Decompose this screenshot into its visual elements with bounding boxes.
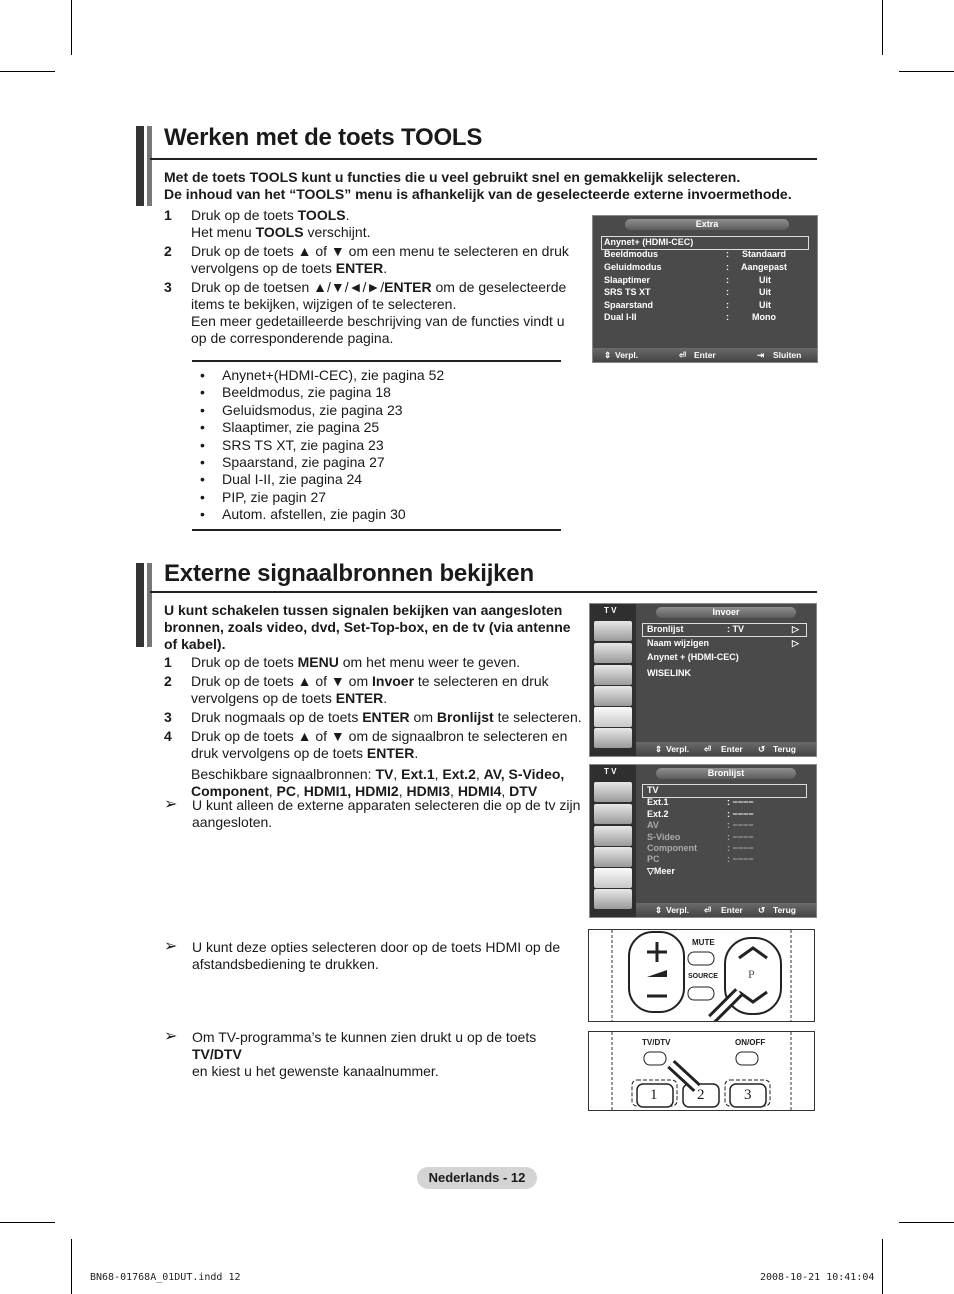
osd-selected-label: Anynet+ (HDMI-CEC) (604, 237, 694, 247)
step-text: Druk op de toets TOOLS. Het menu TOOLS verschijnt. (191, 207, 371, 240)
return-icon: ↺ (758, 744, 766, 754)
footer-back-label: Terug (773, 744, 796, 754)
sound-icon (594, 804, 632, 824)
step-item (164, 709, 584, 726)
osd-row-value: : −−−− (727, 797, 754, 807)
setup-icon (594, 686, 632, 706)
list-item: • Beeldmodus, zie pagina 18 (200, 384, 391, 401)
crop-mark (899, 71, 954, 72)
crop-mark (0, 71, 55, 72)
footer-enter-label: Enter (721, 744, 743, 754)
enter-icon: ⏎ (704, 905, 712, 915)
intro-line: De inhoud van het “TOOLS” menu is afhankelijk van de geselecteerde externe invoermethode. (164, 186, 792, 202)
step-item (164, 243, 574, 277)
list-rule-top (192, 360, 561, 362)
osd-row-label: Ext.2 (647, 809, 669, 819)
step-text: Druk op de toets MENU om het menu weer te geven. (191, 654, 521, 670)
step-item (164, 279, 574, 347)
osd-row-label: Naam wijzigen (647, 638, 710, 648)
osd-row-value: Uit (759, 300, 771, 310)
osd-row-label: TV (647, 785, 659, 795)
picture-icon (594, 782, 632, 802)
osd-footer (636, 742, 816, 756)
page-number-badge: Nederlands - 12 (417, 1167, 537, 1189)
chevron-right-icon: ▷ (792, 624, 799, 634)
osd-row-value: : −−−− (727, 820, 754, 830)
footer-move-label: Verpl. (666, 905, 690, 915)
source-label: SOURCE (688, 973, 718, 980)
mute-label: MUTE (692, 938, 715, 947)
step-item (164, 207, 574, 241)
footer-move-label: Verpl. (615, 350, 639, 360)
osd-row-value: : −−−− (727, 854, 754, 864)
section-bar (136, 126, 144, 206)
remote-illustration-tvdtv (588, 1031, 815, 1111)
channel-label: P (748, 967, 755, 981)
list-item: • Geluidsmodus, zie pagina 23 (200, 401, 403, 418)
osd-sidebar (590, 604, 636, 756)
section-bar (147, 126, 152, 206)
step-item (164, 654, 584, 671)
remote-illustration-source (588, 929, 815, 1022)
osd-row-label: Slaaptimer (604, 275, 651, 285)
enter-icon: ⏎ (704, 744, 712, 754)
print-slug-date: 2008-10-21 10:41:04 (760, 1272, 875, 1283)
osd-row-value: Uit (759, 275, 771, 285)
move-icon: ⇕ (655, 905, 663, 915)
section-intro: U kunt schakelen tussen signalen bekijken van aangesloten bronnen, zoals video, dvd, Set-Top-box, en de tv (via antenne of kabel). (164, 602, 571, 652)
crop-mark (71, 0, 72, 55)
print-slug-file: BN68-01768A_01DUT.indd 12 (90, 1272, 241, 1283)
osd-row-label: Beeldmodus (604, 249, 659, 259)
tvdtv-label: TV/DTV (642, 1038, 671, 1047)
osd-bronlijst-menu (589, 764, 817, 918)
step-text: Druk nogmaals op de toets ENTER om Bronlijst te selecteren. (191, 709, 582, 725)
osd-row-label: SRS TS XT (604, 287, 651, 297)
key-3: 3 (744, 1087, 752, 1103)
section-intro (164, 169, 824, 203)
osd-row-value: : TV (727, 624, 744, 634)
osd-row-value: : −−−− (727, 809, 754, 819)
osd-title: Invoer (656, 607, 796, 618)
list-item: • Anynet+(HDMI-CEC), zie pagina 52 (200, 367, 445, 383)
picture-icon (594, 621, 632, 641)
crop-mark (71, 1239, 72, 1294)
list-item: • Autom. afstellen, zie pagin 30 (200, 506, 406, 523)
note-arrow-icon: ➢ (164, 1028, 178, 1045)
steps-list (164, 654, 584, 802)
heading-rule (150, 591, 817, 593)
step-number: 1 (164, 654, 172, 670)
list-item: • Slaaptimer, zie pagina 25 (200, 419, 380, 436)
osd-footer (593, 348, 817, 362)
step-number: 2 (164, 673, 172, 689)
note: ➢ Om TV-programma’s te kunnen zien drukt u op de toets TV/DTV en kiest u het gewenste kanaalnummer. (164, 1028, 537, 1079)
osd-row-value: Uit (759, 287, 771, 297)
osd-row-label: Ext.1 (647, 797, 669, 807)
key-2: 2 (697, 1087, 705, 1103)
osd-row-label: AV (647, 820, 659, 830)
application-icon (594, 889, 632, 909)
osd-row-sep: : (726, 262, 729, 272)
step-text: Druk op de toets ▲ of ▼ om Invoer te selecteren en druk vervolgens op de toets ENTER. (191, 673, 549, 706)
list-item: • SRS TS XT, zie pagina 23 (200, 436, 384, 453)
osd-row-label: S-Video (647, 832, 681, 842)
enter-icon: ⏎ (679, 350, 687, 360)
crop-mark (0, 1222, 55, 1223)
exit-icon: ⇥ (757, 350, 765, 360)
osd-row-label: Anynet + (HDMI-CEC) (647, 652, 739, 662)
osd-invoer-menu (589, 603, 817, 757)
osd-row-value: : −−−− (727, 832, 754, 842)
move-icon: ⇕ (655, 744, 663, 754)
osd-row-label: Component (647, 843, 697, 853)
osd-row-sep: : (726, 249, 729, 259)
application-icon (594, 728, 632, 748)
onoff-label: ON/OFF (735, 1038, 766, 1047)
crop-mark (899, 1222, 954, 1223)
osd-sidebar (590, 765, 636, 917)
step-item (164, 673, 584, 707)
osd-title: Extra (625, 219, 789, 230)
sound-icon (594, 643, 632, 663)
osd-row-value: Mono (752, 312, 776, 322)
step-number: 1 (164, 207, 172, 223)
osd-row-label: WISELINK (647, 668, 691, 678)
note: ➢ U kunt deze opties selecteren door op de toets HDMI op de afstandsbediening te drukken. (164, 938, 561, 972)
list-item: • Spaarstand, zie pagina 27 (200, 454, 385, 471)
list-item: • PIP, zie pagin 27 (200, 488, 327, 505)
osd-row-sep: : (726, 287, 729, 297)
section-bar (136, 563, 144, 647)
osd-row-value: Aangepast (741, 262, 788, 272)
intro-line: Met de toets TOOLS kunt u functies die u veel gebruikt snel en gemakkelijk selecteren. (164, 169, 741, 185)
osd-row-label: Spaarstand (604, 300, 654, 310)
step-text: Druk op de toets ▲ of ▼ om de signaalbron te selecteren en druk vervolgens op de toets ENTER. (191, 728, 568, 761)
steps-list (164, 207, 574, 349)
feature-list (192, 367, 562, 524)
note-arrow-icon: ➢ (164, 938, 178, 955)
move-icon: ⇕ (604, 350, 612, 360)
section-bar (147, 563, 152, 647)
osd-row-value: : −−−− (727, 843, 754, 853)
osd-footer (636, 903, 816, 917)
step-number: 2 (164, 243, 172, 259)
key-1: 1 (650, 1087, 658, 1103)
osd-tab-label: T V (604, 767, 617, 776)
sources-line: Beschikbare signaalbronnen: TV, Ext.1, Ext.2, AV, S-Video, Component, PC, HDMI1, HDMI2, HDMI3, HDMI4, DTV (191, 766, 565, 799)
list-item: • Dual I-II, zie pagina 24 (200, 471, 363, 488)
step-text: Druk op de toetsen ▲/▼/◄/►/ENTER om de geselecteerde items te bekijken, wijzigen of te selecteren. Een meer gedetailleerde beschrijving van de functies vindt u op de corresponderende pagina. (191, 279, 567, 346)
osd-row-sep: : (726, 300, 729, 310)
osd-row-label: Bronlijst (647, 624, 684, 634)
input-icon (594, 868, 632, 888)
footer-back-label: Terug (773, 905, 796, 915)
footer-move-label: Verpl. (666, 744, 690, 754)
osd-row-label: Dual I-II (604, 312, 637, 322)
osd-row-label: Geluidmodus (604, 262, 662, 272)
osd-row-sep: : (726, 275, 729, 285)
setup-icon (594, 847, 632, 867)
osd-row-label: PC (647, 854, 660, 864)
section-title: Externe signaalbronnen bekijken (164, 560, 534, 587)
osd-row-sep: : (726, 312, 729, 322)
osd-title: Bronlijst (656, 768, 796, 779)
step-item (164, 728, 584, 762)
channel-icon (594, 826, 632, 846)
step-text: Druk op de toets ▲ of ▼ om een menu te selecteren en druk vervolgens op de toets ENTER. (191, 243, 569, 276)
section-title: Werken met de toets TOOLS (164, 124, 483, 151)
osd-row-value: Standaard (742, 249, 787, 259)
note: ➢ U kunt alleen de externe apparaten selecteren die op de tv zijn aangesloten. (164, 796, 581, 830)
footer-enter-label: Enter (721, 905, 743, 915)
chevron-right-icon: ▷ (792, 638, 799, 648)
osd-more-label: ▽Meer (647, 866, 675, 876)
osd-tab-label: T V (604, 606, 617, 615)
note-arrow-icon: ➢ (164, 796, 178, 813)
crop-mark (882, 1239, 883, 1294)
crop-mark (882, 0, 883, 55)
step-number: 4 (164, 728, 172, 744)
return-icon: ↺ (758, 905, 766, 915)
input-icon (594, 707, 632, 727)
footer-enter-label: Enter (694, 350, 716, 360)
footer-close-label: Sluiten (773, 350, 802, 360)
step-number: 3 (164, 709, 172, 725)
step-number: 3 (164, 279, 172, 295)
osd-extra-menu (592, 215, 818, 363)
heading-rule (150, 158, 817, 160)
list-rule-bottom (192, 529, 561, 531)
channel-icon (594, 665, 632, 685)
